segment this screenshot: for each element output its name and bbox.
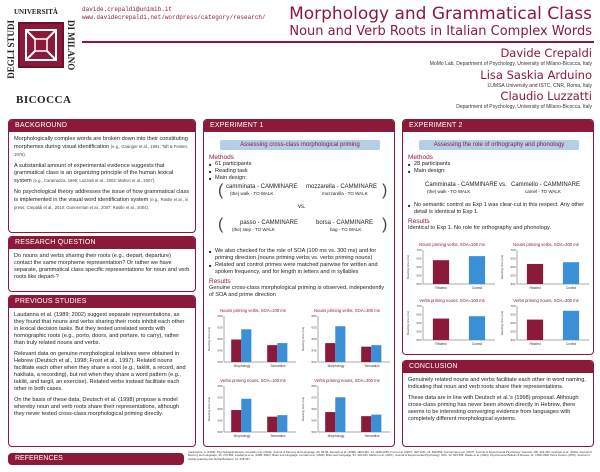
panel-heading: EXPERIMENT 2 [403,120,594,132]
chart-exp1-nv-300 [300,306,394,374]
bar [527,320,543,340]
bar [325,412,335,432]
y-axis-label: Reading time (ms) [207,326,211,352]
design-vs: vs. [298,204,306,210]
chart-title: Verbs priming nouns, SOA=300 ms [513,298,579,303]
bar [241,329,251,362]
x-tick-label: Semantics [364,364,380,368]
chart-title: Verbs priming nouns, SOA=100 ms [220,378,286,383]
bar [277,343,287,362]
chart-exp1-vn-100 [206,376,300,444]
y-tick-label: 635 [217,325,223,330]
note-item: ■ No semantic control as Exp 1 was clear-cut in this respect. Any other detail is identical to Exp 1. [408,202,588,216]
y-tick-label: 600 [510,265,516,270]
design-block: ( ) camminata - CAMMINARE mozzarella - CAMMINARE (the) walk - TO WALK mozzarella - TO WALK vs. ( ) passo - CAMMINARE borsa - CAMMINARE (the) step - TO WALK bag - TO WALK [218,182,388,233]
author-2: Lisa Saskia Arduino [480,68,592,82]
y-tick-label: 635 [217,395,223,400]
x-tick-label: Control [471,286,483,290]
chart-title: Verbs priming nouns, SOA=300 ms [314,378,380,383]
y-tick-label: 700 [416,304,422,309]
chart-exp1-nv-100 [206,306,300,374]
conclusion-panel [402,360,594,447]
chart-exp1-vn-300 [300,376,394,444]
header-divider [82,41,594,43]
bar [231,340,241,362]
background-p1: Morphologically complex words are broken down into their constituting morphemes during visual identification (e.g., Grainger et al., 1991; Taft & Forster, 1975). [14,136,188,157]
results-text: Genuine cross-class morphological priming is observed, independently of SOA and prime direction [209,285,385,298]
y-axis-label: Reading time (ms) [406,254,410,280]
bar [469,316,485,340]
design-row2-related: passo - CAMMINARE [240,220,299,226]
design-row1-control: mozzarella - CAMMINARE [306,184,378,190]
y-tick-label: 680 [217,384,223,389]
y-tick-label: 635 [311,325,317,330]
x-tick-label: Related [529,342,541,346]
results-label: Results [408,218,430,225]
y-tick-label: 600 [416,321,422,326]
author-3-affiliation: Department of Psychology, University of Milano-Bicocca, Italy [456,104,592,110]
y-tick-label: 500 [416,338,422,343]
website-link[interactable]: www.davidecrepaldi.net/wordpress/category/research/ [82,14,266,21]
logo-line-3: DI MILANO [66,20,76,71]
chart-exp2-nv-300 [499,240,593,296]
x-tick-label: Related [529,286,541,290]
bar [527,264,543,284]
university-logo [6,6,76,110]
bar [361,416,371,432]
previous-studies-panel [8,295,196,447]
y-tick-label: 650 [416,312,422,317]
results-text: Identical to Exp 1. No role for orthography and phonology. [408,225,551,231]
previous-studies-p3: On the basis of these data, Deutsch et al. (1998) propose a model whereby noun and verb roots share their representations, although they never tested cross-class morphological priming directly. [14,397,180,417]
panel-heading: PREVIOUS STUDIES [9,296,196,308]
y-axis-label: Reading time (ms) [500,254,504,280]
bar [277,415,287,432]
bar [335,326,345,362]
research-question-panel [8,236,196,292]
poster-header [0,0,600,112]
y-axis-label: Reading time (ms) [500,310,504,336]
y-tick-label: 550 [510,273,516,278]
background-p2: A substantial amount of experimental evidence suggests that grammatical class is an organizing principle of the human lexical system (e.g., Caramazza, 1995; Luzzatti et al., 2002; Mahon et al., 2007). [14,163,174,184]
panel-heading: BACKGROUND [9,120,196,132]
x-tick-label: Semantics [270,434,286,438]
previous-studies-p1: Laudanna et al. (1989; 2002) suggest separate representations, as they found that nouns and verbs sharing their roots inhibit each other in lexical decision tasks. But they tested unrelated words with homographic roots (e.g., porto, doors, and portare, to carry), rather than truly related nouns and verbs. [14,312,185,346]
y-tick-label: 600 [510,321,516,326]
x-tick-label: Related [435,286,447,290]
design-control: Cammello - CAMMINARE [511,182,581,188]
y-tick-label: 700 [510,304,516,309]
bar [469,256,485,284]
design-row2-control: borsa - CAMMINARE [316,220,374,226]
design-row2-related-gloss: (the) step - TO WALK [232,227,275,232]
contact-block [82,6,266,22]
references-heading: REFERENCES [8,453,184,465]
design-block [417,182,587,202]
author-2-affiliation: LUMSA University and ISTC, CNR, Roma, Italy [487,83,592,89]
y-tick-label: 545 [217,418,223,423]
panel-heading: RESEARCH QUESTION [9,237,196,249]
y-tick-label: 590 [311,407,317,412]
chart-title: Nouns priming verbs, SOA=100 ms [220,308,286,313]
bar [371,345,381,362]
note-item: ■ Related and control primes were matched pairwise for written and spoken frequency, and for length in letters and in syllables [209,262,389,276]
experiment-1-banner: Assessing cross-class morphological priming [220,140,380,150]
background-p3: No psychological theory addresses the issue of how grammatical class is implemented in the visual word identification system (e.g., Rastle et al., in press; Crepaldi et al., 2010; Gonnerman et al., 2007; Rastle et al., 2004). [14,189,190,210]
author-1: Davide Crepaldi [500,46,592,60]
logo-line-1: UNIVERSITÀ [14,8,58,16]
method-item: ■ Reading task [209,168,389,175]
chart-exp2-vn-300 [499,296,593,352]
design-row2-control-gloss: bag - TO WALK [330,227,362,232]
x-tick-label: Morphology [327,364,345,368]
chart-exp2-vn-100 [405,296,499,352]
conclusion-p1: Genuinely related nouns and verbs facilitate each other in word naming, indicating that noun and verb roots share their representations. [408,377,586,390]
x-tick-label: Semantics [364,434,380,438]
y-axis-label: Reading time (ms) [406,310,410,336]
y-tick-label: 550 [416,329,422,334]
panel-heading: EXPERIMENT 1 [204,120,395,132]
y-tick-label: 545 [311,418,317,423]
y-tick-label: 700 [510,248,516,253]
y-tick-label: 600 [416,265,422,270]
x-tick-label: Related [435,342,447,346]
y-axis-label: Reading time (ms) [207,396,211,422]
design-row1-related: camminata - CAMMINARE [226,184,298,190]
logo-line-2: DEGLI STUDI [6,20,16,79]
y-tick-label: 500 [311,430,317,435]
design-related-gloss: (the) walk - TO WALK [427,189,471,194]
y-tick-label: 545 [217,348,223,353]
x-tick-label: Morphology [233,364,251,368]
chart-title: Nouns priming verbs, SOA=300 ms [314,308,380,313]
poster-subtitle: Noun and Verb Roots in Italian Complex Words [289,24,592,39]
y-tick-label: 635 [311,395,317,400]
method-item: ■ 28 participants [408,161,588,168]
author-1-affiliation: MoMo Lab, Department of Psychology, University of Milano-Bicocca, Italy [429,61,592,67]
x-tick-label: Morphology [327,434,345,438]
bar [267,345,277,362]
y-tick-label: 500 [311,360,317,365]
design-row1-control-gloss: mozzarella - TO WALK [322,191,368,196]
y-tick-label: 590 [217,407,223,412]
y-tick-label: 590 [311,337,317,342]
crest-icon [18,22,64,68]
y-tick-label: 500 [217,360,223,365]
x-tick-label: Morphology [233,434,251,438]
logo-name: BICOCCA [16,94,72,106]
background-panel [8,119,196,233]
conclusion-p2: These data are in line with Deutsch et al.'s (1998) proposal. Although cross-class priming has never been shown directly in Hebrew, there seems to be interesting converging evidence from languages with completely different morphological systems. [408,395,579,422]
design-control-gloss: camel - TO WALK [525,189,561,194]
method-item: ■ Main design: [408,168,588,175]
bar [267,417,277,432]
note-item: ■ We also checked for the role of SOA (100 ms vs. 300 ms) and for priming direction (nouns priming verbs vs. verbs priming nouns) [209,248,389,262]
y-tick-label: 590 [217,337,223,342]
experiment-2-panel [402,119,594,355]
chart-title: Nouns priming verbs, SOA=100 ms [419,242,485,247]
bar [371,415,381,432]
poster-title: Morphology and Grammatical Class [289,4,592,24]
y-tick-label: 650 [416,256,422,261]
y-tick-label: 680 [217,314,223,319]
bar [241,399,251,432]
design-vs: vs. [499,182,507,188]
bar [563,262,579,284]
bar [361,347,371,362]
email-link[interactable]: davide.crepaldi@unimib.it [82,6,173,13]
y-tick-label: 700 [416,248,422,253]
chart-title: Nouns priming verbs, SOA=300 ms [513,242,579,247]
research-question-text: Do nouns and verbs sharing their roots (e.g., depart, departure) contact the same morpheme representation? Or rather we have separate, grammatical class specific representations for noun and verb roots like depart-? [14,253,190,280]
experiment-2-banner: Assessing the role of orthography and phonology [419,140,579,150]
x-tick-label: Control [565,342,577,346]
chart-title: Verbs priming nouns, SOA=100 ms [419,298,485,303]
bar [563,311,579,340]
method-item: ■ 61 participants [209,161,389,168]
y-axis-label: Reading time (ms) [301,396,305,422]
panel-heading: CONCLUSION [403,361,594,373]
methods-label: Methods [209,154,234,161]
x-tick-label: Control [565,286,577,290]
references-text: Caramazza, A. (1995). Psychological Review; Crepaldi et al. (2010). Journal of Memory and Language, 63, 83-99; Deutsch et al. (1998). JEP:LMC, 24, 1238-1255; Frost et al. (1997). JEP:LMC, 23, 829-856; Gonnerman et al. (2007). Journal of Experimental Psychology: General, 136, 323-345; Grainger et al. (1991). Journal of Memory and Language, 30, 370-384; Laudanna et al. (1989; 2002). Brain and Language; Luzzatti et al. (2002). Brain and Language, 81, 432-444; Mahon et al. (2007). Journal of Experimental Psychology: LMC, 33, 503-535; Rastle et al. (2004). Psychonomic Bulletin & Review, 11, 1090-1098; Taft & Forster (1975). Journal of Verbal Learning and Verbal Behavior, 14, 638-647. [188,451,592,461]
x-tick-label: Semantics [270,364,286,368]
y-tick-label: 500 [510,282,516,287]
y-tick-label: 545 [311,348,317,353]
methods-label: Methods [408,154,433,161]
bar [231,410,241,432]
bar [433,319,449,340]
bar [325,343,335,362]
design-related: Camminata - CAMMINARE [425,182,498,188]
bar [433,260,449,284]
chart-exp2-nv-100 [405,240,499,296]
y-axis-label: Reading time (ms) [301,326,305,352]
bar [335,397,345,432]
previous-studies-p2: Relevant data on genuine morphological relatives were obtained in Hebrew (Deutsch et al., 1998; Frost et al., 1997). Related nouns facilitate each other when they share a root (e.g., takliit, a record, and hakltata, a recording), but not when they share a word pattern (e.g., takliit, and targil, an exercise). Related verbs instead facilitate each other in both cases. [14,351,186,392]
results-label: Results [209,278,231,285]
y-tick-label: 680 [311,314,317,319]
y-tick-label: 650 [510,312,516,317]
y-tick-label: 500 [510,338,516,343]
experiment-1-panel [203,119,395,447]
y-tick-label: 550 [510,329,516,334]
design-row1-related-gloss: (the) walk - TO WALK [230,191,274,196]
x-tick-label: Control [471,342,483,346]
y-tick-label: 500 [217,430,223,435]
method-item: ■ Main design: [209,175,389,182]
y-tick-label: 680 [311,384,317,389]
y-tick-label: 550 [416,273,422,278]
y-tick-label: 650 [510,256,516,261]
y-tick-label: 500 [416,282,422,287]
author-3: Claudio Luzzatti [500,89,592,103]
